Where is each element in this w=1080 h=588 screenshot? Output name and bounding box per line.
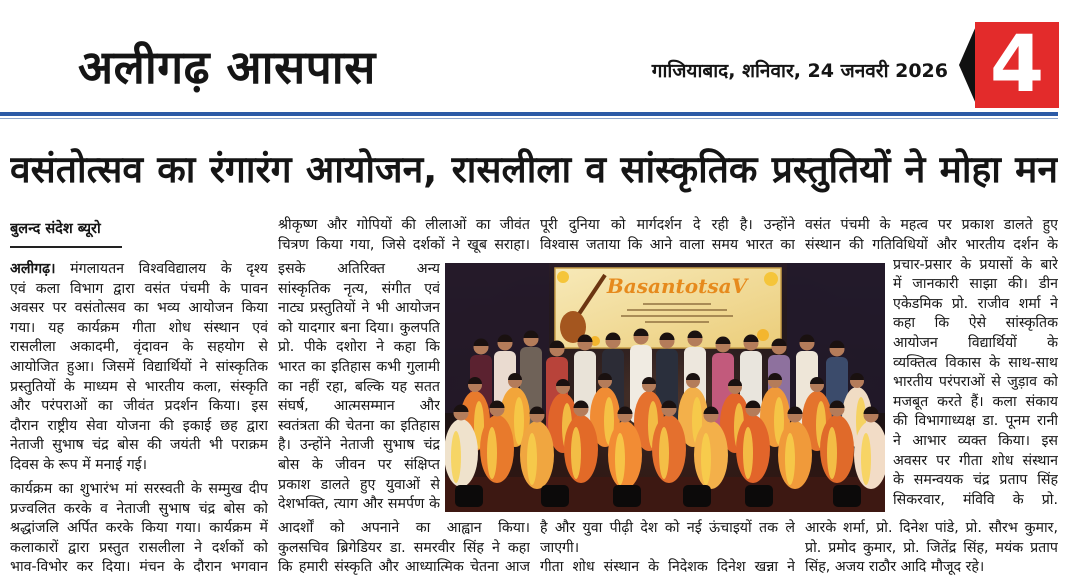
body-line: गया। यह कार्यक्रम गीता शोध संस्थान एवं	[10, 319, 268, 336]
column-2-bottom	[278, 519, 530, 578]
article-byline: बुलन्द संदेश ब्यूरो	[10, 221, 101, 237]
body-line: देशभक्ति, त्याग और समर्पण के	[278, 496, 440, 513]
masthead-rule	[0, 112, 1058, 116]
costume-border	[659, 427, 669, 479]
flower-icon	[757, 329, 769, 341]
body-line: का नहीं रहा, बल्कि यह सतत	[278, 378, 440, 395]
body-line: भारत का इतिहास कभी गुलामी	[278, 358, 440, 375]
fine-print-line	[627, 309, 727, 311]
body-line: एवं कला विभाग द्वारा वसंत पंचमी के पावन	[10, 280, 268, 297]
body-line: पूरी दुनिया को मार्गदर्शन दे रही है। उन्होंने	[540, 217, 795, 233]
byline-underline	[10, 246, 122, 248]
body-line: अवसर पर गीता शोध संस्थान	[893, 452, 1058, 469]
body-line: सिकरवार, मंविवि के प्रो.	[893, 491, 1058, 508]
costume-border	[785, 433, 795, 485]
body-line: प्रो. प्रमोद कुमार, प्रो. जितेंद्र सिंह, मयंक प्रताप	[805, 539, 1058, 556]
body-line: संस्थान की गतिविधियों और भारतीय दर्शन के	[805, 236, 1058, 253]
performer-costume	[820, 415, 854, 483]
flower-icon	[764, 272, 778, 286]
body-line: के समन्वयक चंद्र प्रताप सिंह	[893, 472, 1058, 489]
body-line: बोस के जीवन पर संक्षिप्त	[278, 456, 440, 473]
body-line: गीता शोध संस्थान के निदेशक दिनेश खन्ना ने	[540, 559, 795, 576]
performer-costume	[736, 415, 770, 483]
stage-floor	[445, 477, 885, 512]
costume-border	[487, 427, 497, 479]
body-line: एकेडमिक प्रो. राजीव शर्मा ने	[893, 295, 1058, 312]
costume-border	[527, 433, 537, 485]
fine-print-line	[645, 321, 709, 323]
body-line: इसके अतिरिक्त अन्य	[278, 261, 440, 277]
stage-light	[745, 485, 773, 507]
body-line: संघर्ष, आत्मसम्मान और	[278, 398, 440, 415]
stage-light	[455, 485, 483, 507]
body-line: कि हमारी संस्कृति और आध्यात्मिक चेतना आज	[278, 559, 530, 576]
stage-light	[833, 485, 861, 507]
costume-border	[571, 427, 581, 479]
body-line: प्रचार-प्रसार के प्रयासों के बारे	[893, 256, 1058, 273]
page-number-badge: 4	[975, 22, 1059, 108]
column-3-top	[540, 216, 795, 255]
body-line: चित्रण किया गया, जिसे दर्शकों ने खूब सराहा।	[278, 236, 530, 253]
column-4-top	[805, 216, 1058, 255]
body-line: मजबूत करते हैं। कला संकाय	[893, 393, 1058, 410]
column-2-beside-photo	[278, 260, 440, 515]
body-line: भाव-विभोर कर दिया। मंचन के दौरान भगवान	[10, 559, 268, 576]
event-photo	[445, 263, 885, 512]
body-line: की विभागाध्यक्ष डा. पूनम रानी	[893, 413, 1058, 430]
body-line: और परंपराओं का जीवंत प्रदर्शन किया। इस	[10, 398, 268, 415]
edition-dateline: गाजियाबाद, शनिवार, 24 जनवरी 2026	[651, 60, 948, 82]
body-line: प्रज्वलित करके व नेताजी सुभाष चंद्र बोस को	[10, 500, 268, 517]
stage-light	[613, 485, 641, 507]
section-title: अलीगढ़ आसपास	[78, 40, 376, 94]
costume-border	[615, 433, 625, 485]
chevron-shape	[959, 26, 976, 104]
performer-costume	[778, 421, 812, 489]
body-line: में जानकारी साझा की। डीन	[893, 276, 1058, 293]
body-line: श्रद्धांजलि अर्पित करके किया गया। कार्यक्रम में	[10, 520, 268, 537]
performer-costume	[608, 421, 642, 489]
performer-costume	[520, 421, 554, 489]
body-line: प्रस्तुतियों के माध्यम से भारतीय कला, संस्कृति	[10, 378, 268, 395]
event-photo-art	[445, 263, 885, 512]
body-line: कलाकारों द्वारा प्रस्तुत रासलीला ने दर्शकों को	[10, 539, 268, 556]
column-3-bottom	[540, 519, 795, 578]
stage-light	[541, 485, 569, 507]
body-line: आदर्शों को अपनाने का आह्वान किया।	[278, 520, 530, 536]
body-line: कुलसचिव ब्रिगेडियर डा. समरवीर सिंह ने कहा	[278, 539, 530, 556]
body-line: सिंह, अजय राठौर आदि मौजूद रहे।	[805, 559, 985, 576]
body-line: दिवस के रूप में मनाई गई।	[10, 456, 148, 473]
body-line: श्रीकृष्ण और गोपियों की लीलाओं का जीवंत	[278, 217, 530, 233]
body-line: नेताजी सुभाष चंद्र बोस की जयंती भी पराक्रम	[10, 437, 268, 454]
body-line: प्रकाश डालते हुए युवाओं से	[278, 476, 440, 493]
body-line: कार्यक्रम का शुभारंभ मां सरस्वती के सम्मुख दीप	[10, 481, 268, 497]
body-line: आरके शर्मा, प्रो. दिनेश पांडे, प्रो. सौरभ कुमार,	[805, 520, 1058, 536]
column-1-paragraph-1	[10, 260, 268, 476]
flower-icon	[557, 271, 569, 283]
body-line: नाट्य प्रस्तुतियों ने भी आयोजन	[278, 300, 440, 317]
costume-border	[701, 433, 711, 485]
page-tab-chevron	[956, 22, 976, 108]
costume-border	[451, 431, 461, 483]
fine-print-line	[621, 315, 733, 317]
body-line: प्रो. पीके दशोरा ने कहा कि	[278, 339, 440, 356]
body-line: अवसर पर वसंतोत्सव का भव्य आयोजन किया	[10, 300, 268, 317]
performer-costume	[564, 415, 598, 483]
body-line: विश्वास जताया कि आने वाला समय भारत का	[540, 236, 795, 253]
body-line: है और युवा पीढ़ी देश को नई ऊंचाइयों तक ले	[540, 520, 795, 536]
body-line: सांस्कृतिक नृत्य, संगीत एवं	[278, 280, 440, 297]
body-line: स्वतंत्रता की चेतना का इतिहास	[278, 417, 440, 434]
column-4-beside-photo	[893, 256, 1058, 511]
body-line: को यादगार बना दिया। कुलपति	[278, 319, 440, 336]
column-4-bottom	[805, 519, 1058, 578]
costume-border	[861, 433, 871, 485]
article-headline: वसंतोत्सव का रंगारंग आयोजन, रासलीला व सांस्कृतिक प्रस्तुतियों ने मोहा मन	[10, 148, 1058, 191]
body-line: ने आभार व्यक्त किया। इस	[893, 432, 1058, 449]
body-line: व्यक्तित्व विकास के साथ-साथ	[893, 354, 1058, 371]
body-line: वसंत पंचमी के महत्व पर प्रकाश डालते हुए	[805, 217, 1058, 233]
performer-costume	[652, 415, 686, 483]
body-line: है। उन्होंने नेताजी सुभाष चंद्र	[278, 437, 440, 454]
body-line: आयोजन विद्यार्थियों के	[893, 334, 1058, 351]
body-line: कहा कि ऐसे सांस्कृतिक	[893, 315, 1058, 332]
costume-border	[743, 427, 753, 479]
column-2-top	[278, 216, 530, 255]
performer-costume	[445, 419, 478, 487]
body-line: भारतीय परंपराओं से जुड़ाव को	[893, 374, 1058, 391]
costume-border	[827, 427, 837, 479]
stage-light	[683, 485, 711, 507]
body-line: जाएगी।	[540, 539, 580, 556]
masthead-rule-thin	[0, 118, 1058, 119]
column-1-paragraph-2	[10, 480, 268, 578]
body-line-text: मंगलायतन विश्वविद्यालय के दृश्य	[70, 261, 268, 277]
banner-title: BasantotsaV	[606, 274, 748, 298]
performer-costume	[694, 421, 728, 489]
body-line: दौरान राष्ट्रीय सेवा योजना की इकाई छह द्वारा	[10, 417, 268, 434]
body-line: रासलीला अकादमी, वृंदावन के सहयोग से	[10, 339, 268, 356]
performer-costume	[480, 415, 514, 483]
fine-print-line	[643, 303, 711, 305]
body-line: आयोजित हुआ। जिसमें विद्यार्थियों ने सांस्कृतिक	[10, 358, 268, 375]
body-line	[10, 260, 268, 280]
article-dateline: अलीगढ़।	[10, 261, 56, 277]
